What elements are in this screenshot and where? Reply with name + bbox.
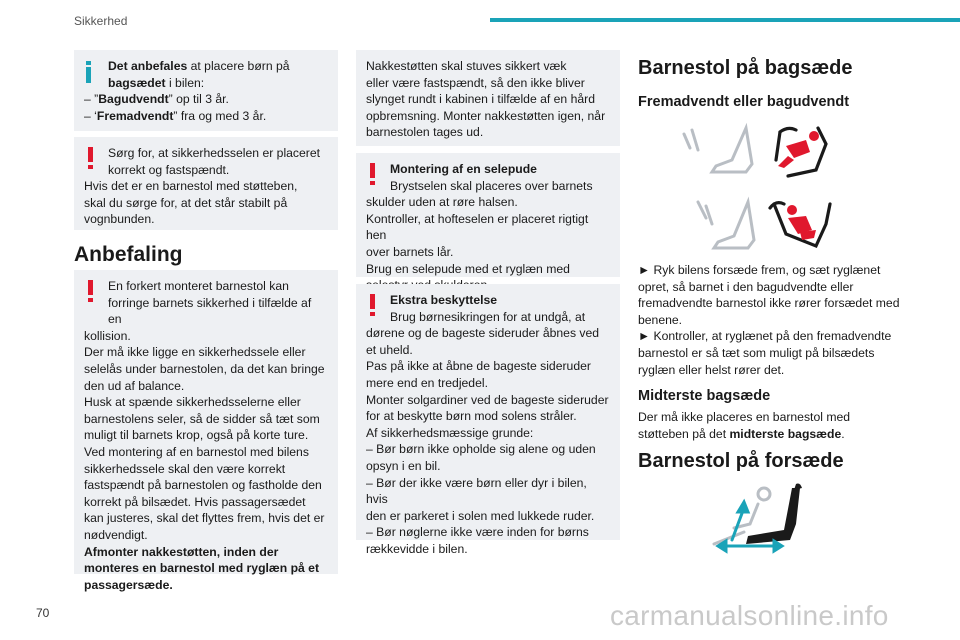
text-line: Pas på ikke at åbne de bageste sideruder [366, 359, 591, 374]
front-seat-adjust-illustration [704, 480, 814, 554]
text-line: opbremsning. Monter nakkestøtten igen, når [366, 108, 606, 123]
text-line: Ved montering af en barnestol med bilens [84, 444, 309, 459]
text-line: muligt til barnets krop, også på korte ture. [84, 428, 309, 443]
info-text-bold: Det anbefales [108, 59, 188, 73]
warning-box-extra-protection [356, 284, 620, 556]
heading-rear-seat: Barnestol på bagsæde [638, 57, 853, 79]
text-line: korrekt på bilsædet. Hvis passagersædet [84, 494, 306, 509]
text-line: korrekt og fastspændt. [108, 162, 230, 177]
watermark: carmanualsonline.info [610, 600, 889, 631]
text-line: nødvendigt. [84, 527, 148, 542]
text-line: den er parkeret i solen med lukkede ruder. [366, 508, 595, 523]
rear-facing-seat-illustration [676, 120, 836, 182]
list-bold: Fremadvendt [96, 108, 174, 123]
text-line: Sørg for, at sikkerhedsselen er placeret [108, 146, 321, 160]
text-line: over barnets lår. [366, 244, 454, 259]
info-text: at placere børn på [187, 59, 290, 73]
text-line: kan justeres, skal det flyttes frem, hvis det er [84, 511, 325, 526]
bold-line: Afmonter nakkestøtten, inden der [84, 544, 279, 559]
text-line: kollision. [84, 328, 131, 343]
list-prefix: – ” [84, 92, 99, 107]
instructions-paragraph [638, 262, 928, 378]
heading-front-seat: Barnestol på forsæde [638, 450, 844, 472]
warning-box-installation [74, 270, 338, 592]
text-line: vognbunden. [84, 212, 155, 227]
text-line: Nakkestøtten skal stuves sikkert væk [366, 59, 567, 73]
text-line: skulder uden at røre halsen. [366, 195, 518, 210]
text-line: dørene og de bageste sideruder åbnes ved [366, 326, 600, 341]
text-line: skal du sørge for, at det står stabilt på [84, 195, 288, 210]
text-line: barnestolen tages ud. [366, 125, 484, 140]
header-accent-bar [490, 18, 960, 22]
warning-icon [88, 280, 93, 302]
section-header: Sikkerhed [74, 14, 128, 28]
middle-seat-paragraph [638, 409, 928, 442]
text-line: fremadvendte barnestol ikke rører forsædet med [638, 296, 900, 311]
subheading-middle-seat: Midterste bagsæde [638, 388, 771, 404]
text-line: Brystselen skal placeres over barnets [390, 178, 593, 193]
text-line: opsyn i en bil. [366, 458, 441, 473]
list-text: ” fra og med 3 år. [173, 108, 267, 123]
text-line: – Bør nøglerne ikke være inden for børns [366, 525, 589, 540]
text-line: for at beskytte børn mod solens stråler. [366, 409, 577, 424]
list-prefix: – ‘ [84, 108, 97, 123]
subheading-forward-rearward: Fremadvendt eller bagudvendt [638, 94, 850, 110]
text-line: mere end en tredjedel. [366, 375, 488, 390]
warning-icon [370, 163, 375, 185]
warning-box-seatbelt [74, 137, 338, 230]
info-box [74, 50, 338, 131]
page-number: 70 [36, 606, 50, 620]
bold-line: monteres en barnestol med ryglæn på et [84, 561, 320, 576]
text-line: Brug børnesikringen for at undgå, at [390, 309, 586, 324]
text-line: fastspændt på barnestolen og fastholde den [84, 478, 322, 493]
text-line: et uheld. [366, 342, 413, 357]
text-line: rækkevidde i bilen. [366, 541, 468, 556]
list-text: ” op til 3 år. [168, 92, 229, 107]
warning-box-booster [356, 153, 620, 277]
warning-icon [88, 147, 93, 169]
text-line: ► Kontroller, at ryglænet på den fremadvendte [638, 329, 892, 344]
text-line: Der må ikke ligge en sikkerhedssele eller [84, 345, 306, 360]
box-title: Ekstra beskyttelse [390, 293, 498, 307]
text-line: Der må ikke placeres en barnestol med [638, 410, 851, 424]
list-bold: Bagudvendt [98, 92, 169, 107]
text-line: den ud af balance. [84, 378, 185, 393]
text-line: – Bør børn ikke opholde sig alene og uden [366, 442, 596, 457]
text-line: støtteben på det [638, 426, 730, 441]
text-line: Kontroller, at hofteselen er placeret rigtigt hen [366, 211, 589, 243]
text-line: barnestol er så tæt som muligt på bilsædets [638, 345, 875, 360]
warning-icon [370, 294, 375, 316]
text-line: opret, så barnet i den bagudvendte eller [638, 279, 854, 294]
info-icon [86, 61, 91, 83]
text-line: – Bør der ikke være børn eller dyr i bilen, hvis [366, 475, 587, 507]
text-line: Husk at spænde sikkerhedsselerne eller [84, 395, 301, 410]
text-line: Hvis det er en barnestol med støtteben, [84, 179, 298, 194]
text-punct: . [841, 426, 845, 441]
text-line: eller være fastspændt, så den ikke bliver [366, 75, 585, 90]
text-line: Brug en selepude med et ryglæn med [366, 261, 570, 276]
text-line: barnestolens seler, så de sidder så tæt som [84, 411, 320, 426]
text-line: selelås under barnestolen, da det kan bringe [84, 361, 325, 376]
heading-anbefaling: Anbefaling [74, 243, 183, 266]
text-line: sikkerhedssele skal den være korrekt [84, 461, 286, 476]
text-line: Monter solgardiner ved de bageste sideruder [366, 392, 609, 407]
text-line: slynget rundt i kabinen i tilfælde af en hård [366, 92, 595, 107]
text-line: forringe barnets sikkerhed i tilfælde af en [108, 295, 312, 327]
text-line: ryglæn eller helst rører det. [638, 362, 785, 377]
bold-line: passagersæde. [84, 577, 173, 592]
text-line: Af sikkerhedsmæssige grunde: [366, 425, 534, 440]
box-title: Montering af en selepude [390, 162, 537, 176]
text-line: En forkert monteret barnestol kan [108, 279, 289, 293]
text-line: benene. [638, 312, 683, 327]
text-line: ► Ryk bilens forsæde frem, og sæt ryglænet [638, 263, 881, 277]
headrest-note-box [356, 50, 620, 146]
info-text-bold: bagsædet [108, 75, 166, 90]
forward-facing-seat-illustration [676, 194, 836, 256]
info-text: i bilen: [165, 75, 205, 90]
bold-text: midterste bagsæde [729, 426, 842, 441]
